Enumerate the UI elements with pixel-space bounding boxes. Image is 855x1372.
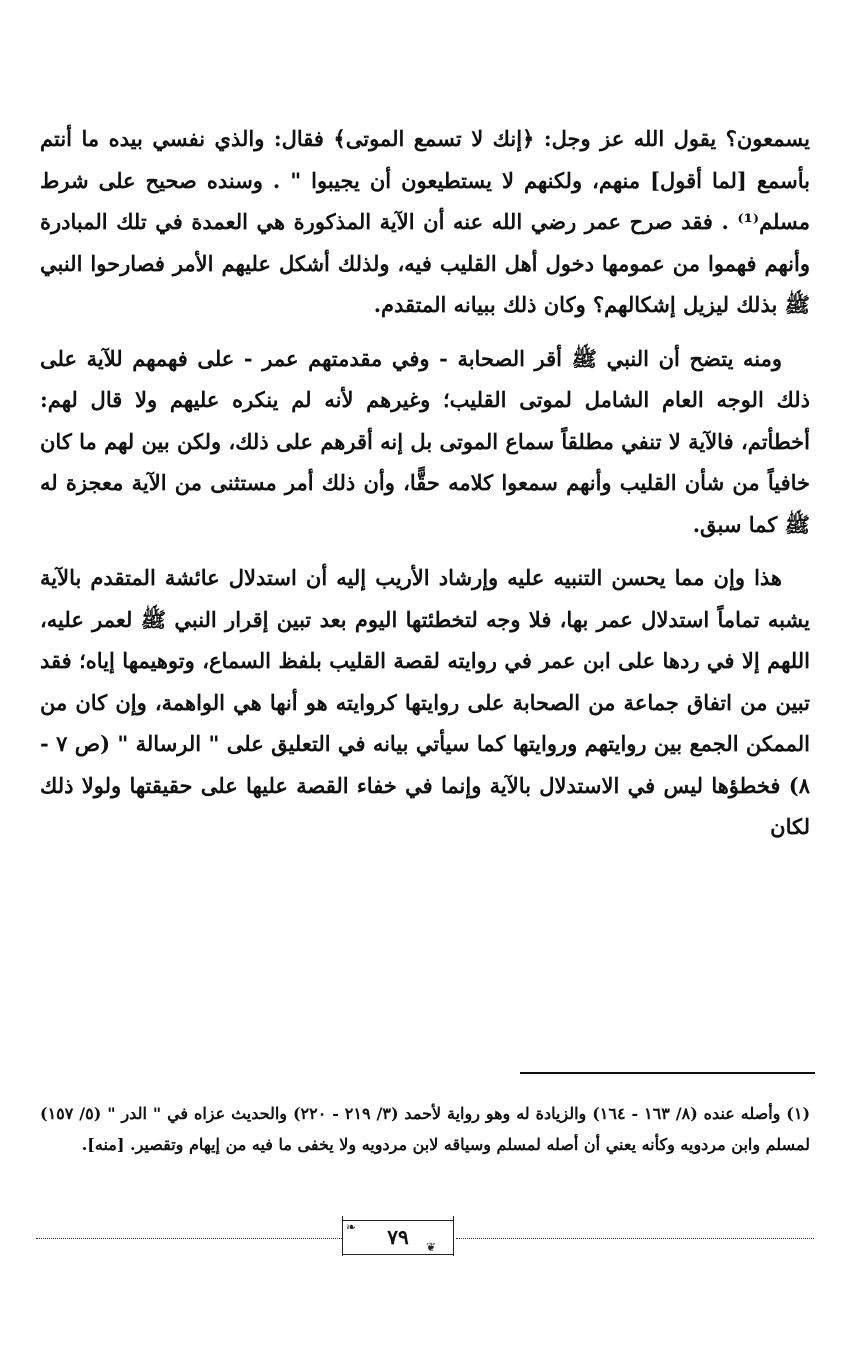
page-number: ٧٩ — [387, 1225, 409, 1249]
footnote-1: (١) وأصله عنده (٨/ ١٦٣ - ١٦٤) والزيادة له وهو رواية لأحمد (٣/ ٢١٩ - ٢٢٠) والحديث عزاه في " الدر " (٥/ ١٥٧) لمسلم وابن مردويه وكأنه يعني أن أصله لمسلم وسياقه لابن مردويه ولا يخفى ما فيه من إيهام وتقصير. [منه]. — [40, 1104, 811, 1154]
main-text — [40, 118, 810, 848]
dotted-rule-right — [456, 1238, 814, 1239]
page-number-frame-bottom — [342, 1254, 454, 1255]
paragraph-3: هذا وإن مما يحسن التنبيه عليه وإرشاد الأريب إليه أن استدلال عائشة المتقدم بالآية يشبه تماماً استدلال عمر بها، فلا وجه لتخطئتها اليوم بعد تبين إقرار النبي ﷺ لعمر عليه، اللهم إلا في ردها على ابن عمر في روايته لقصة القليب بلفظ السماع، وتوهيمها إياه؛ فقد تبين من اتفاق جماعة من الصحابة على روايتها كروايته هو أنها هي الواهمة، وإن كان من الممكن الجمع بين روايتهم وروايتها كما سيأتي بيانه في التعليق على " الرسالة " (ص ٧ - ٨) فخطؤها ليس في الاستدلال بالآية وإنما في خفاء القصة عليها على حقيقتها ولولا ذلك لكان — [40, 565, 810, 839]
dotted-rule-left — [36, 1238, 342, 1239]
paragraph-1: يسمعون؟ يقول الله عز وجل: ﴿إنك لا تسمع الموتى﴾ فقال: والذي نفسي بيده ما أنتم بأسمع [لما أقول] منهم، ولكنهم لا يستطيعون أن يجيبوا " . وسنده صحيح على شرط مسلم⁽¹⁾ . فقد صرح عمر رضي الله عنه أن الآية المذكورة هي العمدة في تلك المبادرة وأنهم فهموا من عمومها دخول أهل القليب فيه، ولذلك أشكل عليهم الأمر فصارحوا النبي ﷺ بذلك ليزيل إشكالهم؟ وكان ذلك ببيانه المتقدم. — [40, 126, 810, 317]
paragraph-2: ومنه يتضح أن النبي ﷺ أقر الصحابة - وفي مقدمتهم عمر - على فهمهم للآية على ذلك الوجه العام الشامل لموتى القليب؛ وغيرهم لأنه لم ينكره عليهم ولا قال لهم: أخطأتم، فالآية لا تنفي مطلقاً سماع الموتى بل إنه أقرهم على ذلك، ولكن بين لهم ما كان خافياً من شأن القليب وأنهم سمعوا كلامه حقًّا، وأن ذلك أمر مستثنى من الآية معجزة له ﷺ كما سبق. — [40, 345, 810, 537]
page-number-frame-top — [342, 1220, 454, 1221]
footnote-separator — [520, 1072, 815, 1074]
flourish-ornament-icon: ❧ — [346, 1220, 357, 1234]
flourish-ornament-icon: ❦ — [426, 1240, 437, 1254]
